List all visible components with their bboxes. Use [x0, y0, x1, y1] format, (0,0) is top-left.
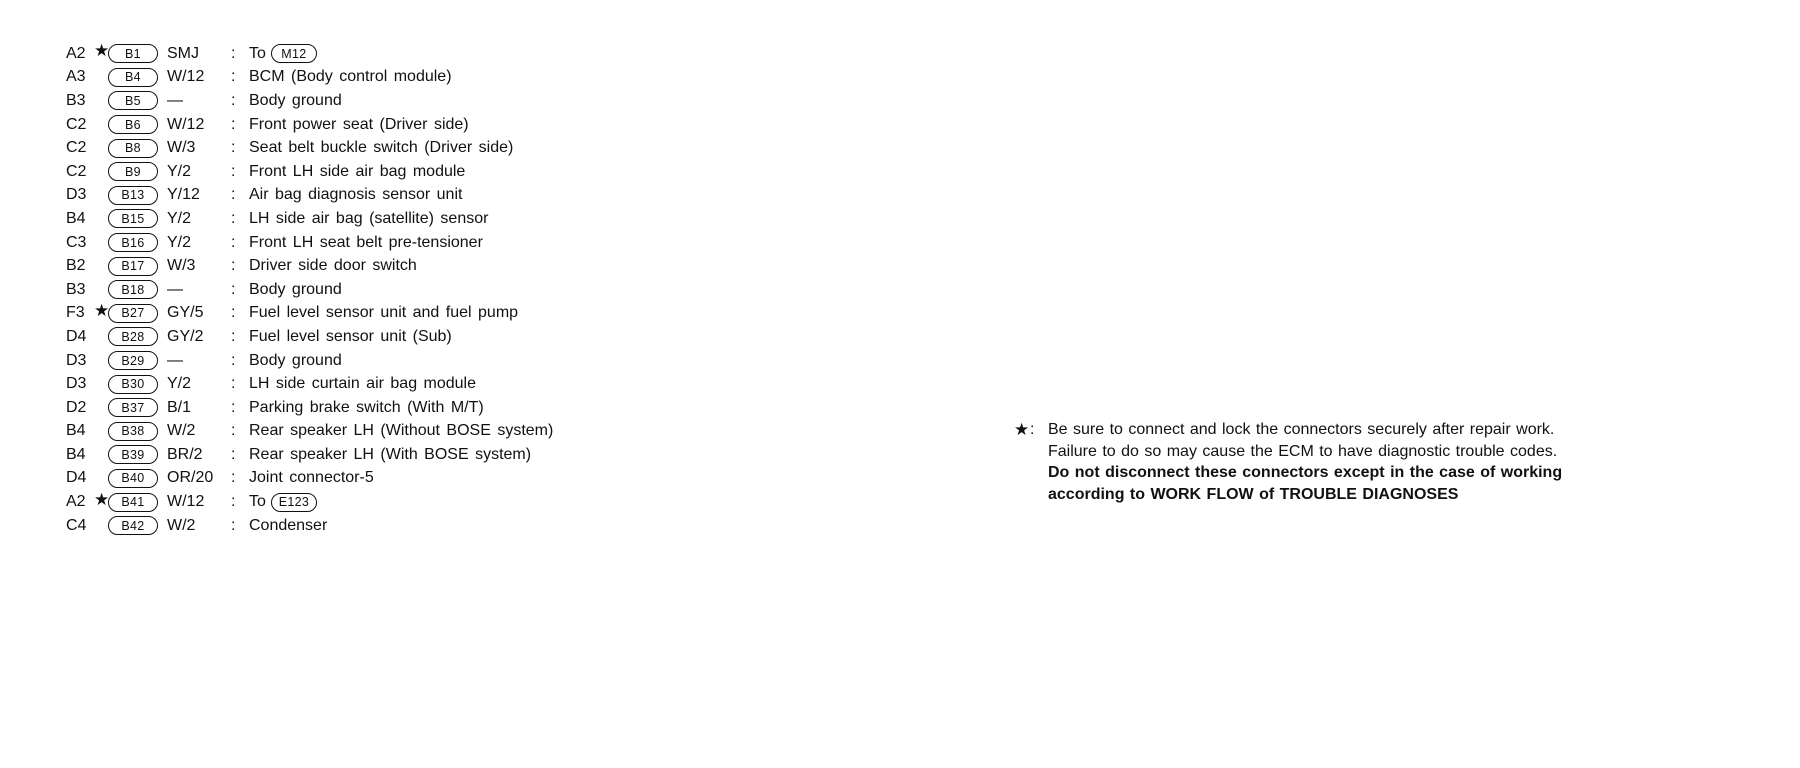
- connector-type: Y/2: [167, 375, 192, 393]
- grid-ref: A2: [66, 493, 86, 511]
- connector-code-badge: B42: [108, 516, 158, 535]
- connector-code-badge: B16: [108, 233, 158, 252]
- connector-code-badge: B5: [108, 91, 158, 110]
- grid-ref: B3: [66, 91, 86, 109]
- connector-description: [249, 68, 826, 86]
- grid-ref: C3: [66, 233, 87, 251]
- grid-ref: D4: [66, 327, 87, 345]
- connector-list: [66, 42, 826, 537]
- connector-description: [249, 281, 826, 299]
- description-text: LH side curtain air bag module: [249, 375, 477, 393]
- connector-type: GY/5: [167, 304, 204, 322]
- connector-type: W/3: [167, 139, 196, 157]
- description-text: Seat belt buckle switch (Driver side): [249, 139, 514, 157]
- connector-code-badge: B40: [108, 469, 158, 488]
- connector-type: W/12: [167, 115, 205, 133]
- star-icon: ★: [94, 489, 110, 509]
- connector-row: [66, 349, 826, 373]
- connector-type: BR/2: [167, 445, 203, 463]
- description-text: Rear speaker LH (Without BOSE system): [249, 422, 554, 440]
- separator: :: [231, 44, 236, 62]
- connector-row: [66, 467, 826, 491]
- connector-description: [249, 234, 826, 252]
- connector-row: [66, 278, 826, 302]
- separator: :: [231, 351, 236, 369]
- connector-description: [249, 469, 826, 487]
- connector-type: B/1: [167, 398, 192, 416]
- grid-ref: D2: [66, 398, 87, 416]
- separator: :: [231, 257, 236, 275]
- grid-ref: C2: [66, 139, 87, 157]
- grid-ref: C4: [66, 516, 87, 534]
- note-line-1: [1014, 419, 1794, 441]
- grid-ref: D4: [66, 469, 87, 487]
- description-text: LH side air bag (satellite) sensor: [249, 209, 489, 227]
- connector-row: [66, 160, 826, 184]
- connector-code-badge: B27: [108, 304, 158, 323]
- grid-ref: B4: [66, 445, 86, 463]
- connector-type: W/2: [167, 516, 196, 534]
- description-text: Fuel level sensor unit and fuel pump: [249, 304, 519, 322]
- description-text: Body ground: [249, 91, 342, 109]
- connector-row: [66, 443, 826, 467]
- separator: :: [231, 139, 236, 157]
- connector-type: W/3: [167, 257, 196, 275]
- separator: :: [231, 162, 236, 180]
- grid-ref: A3: [66, 68, 86, 86]
- note-line-2: [1014, 441, 1794, 463]
- note-text-4: according to WORK FLOW of TROUBLE DIAGNOSES: [1048, 485, 1459, 503]
- connector-description: [249, 517, 826, 535]
- target-connector-badge: E123: [271, 493, 317, 512]
- note-text-2: Failure to do so may cause the ECM to have diagnostic trouble codes.: [1048, 442, 1558, 460]
- connector-type: Y/2: [167, 162, 192, 180]
- description-text: Driver side door switch: [249, 257, 417, 275]
- grid-ref: D3: [66, 351, 87, 369]
- connector-type: —: [167, 351, 183, 369]
- connector-description: [249, 210, 826, 228]
- note-colon: :: [1030, 421, 1035, 438]
- grid-ref: B2: [66, 257, 86, 275]
- grid-ref: C2: [66, 162, 87, 180]
- description-text: Front LH seat belt pre-tensioner: [249, 233, 483, 251]
- connector-description: [249, 328, 826, 346]
- description-text: BCM (Body control module): [249, 68, 452, 86]
- note-text-1: Be sure to connect and lock the connectors securely after repair work.: [1048, 421, 1555, 438]
- description-text: Front LH side air bag module: [249, 162, 466, 180]
- separator: :: [231, 280, 236, 298]
- connector-type: SMJ: [167, 44, 199, 62]
- connector-code-badge: B39: [108, 445, 158, 464]
- connector-code-badge: B6: [108, 115, 158, 134]
- connector-row: [66, 302, 826, 326]
- connector-code-badge: B29: [108, 351, 158, 370]
- description-text: Joint connector-5: [249, 469, 374, 487]
- grid-ref: D3: [66, 186, 87, 204]
- star-note: [1014, 419, 1794, 505]
- star-icon: ★: [1014, 420, 1030, 439]
- connector-row: [66, 113, 826, 137]
- description-text: To: [249, 44, 266, 62]
- connector-type: Y/2: [167, 209, 192, 227]
- star-icon: ★: [94, 300, 110, 320]
- connector-code-badge: B37: [108, 398, 158, 417]
- connector-code-badge: B38: [108, 422, 158, 441]
- connector-code-badge: B15: [108, 209, 158, 228]
- connector-row: [66, 254, 826, 278]
- connector-description: [249, 92, 826, 110]
- connector-row: [66, 66, 826, 90]
- separator: :: [231, 68, 236, 86]
- grid-ref: B4: [66, 209, 86, 227]
- connector-code-badge: B13: [108, 186, 158, 205]
- connector-description: [249, 304, 826, 322]
- separator: :: [231, 516, 236, 534]
- connector-row: [66, 514, 826, 538]
- separator: :: [231, 327, 236, 345]
- grid-ref: C2: [66, 115, 87, 133]
- description-text: To: [249, 493, 266, 511]
- description-text: Body ground: [249, 351, 342, 369]
- connector-row: [66, 184, 826, 208]
- separator: :: [231, 209, 236, 227]
- connector-code-badge: B18: [108, 280, 158, 299]
- connector-row: [66, 490, 826, 514]
- connector-description: [249, 186, 826, 204]
- connector-type: —: [167, 91, 183, 109]
- description-text: Rear speaker LH (With BOSE system): [249, 445, 532, 463]
- connector-row: [66, 372, 826, 396]
- connector-row: [66, 420, 826, 444]
- note-line-4: [1014, 484, 1794, 506]
- connector-type: GY/2: [167, 327, 204, 345]
- connector-type: W/12: [167, 68, 205, 86]
- connector-row: [66, 396, 826, 420]
- connector-code-badge: B8: [108, 139, 158, 158]
- connector-type: —: [167, 280, 183, 298]
- grid-ref: B3: [66, 280, 86, 298]
- connector-row: [66, 325, 826, 349]
- connector-description: [249, 257, 826, 275]
- connector-row: [66, 42, 826, 66]
- connector-description: [249, 399, 826, 417]
- separator: :: [231, 398, 236, 416]
- separator: :: [231, 493, 236, 511]
- connector-type: Y/2: [167, 233, 192, 251]
- connector-description: [249, 44, 826, 63]
- connector-code-badge: B41: [108, 493, 158, 512]
- connector-code-badge: B4: [108, 68, 158, 87]
- connector-code-badge: B1: [108, 44, 158, 63]
- connector-description: [249, 116, 826, 134]
- connector-code-badge: B17: [108, 257, 158, 276]
- connector-type: W/2: [167, 422, 196, 440]
- note-text-3: Do not disconnect these connectors except in the case of working: [1048, 464, 1563, 481]
- grid-ref: D3: [66, 375, 87, 393]
- star-icon: ★: [94, 41, 110, 61]
- connector-description: [249, 493, 826, 512]
- connector-description: [249, 375, 826, 393]
- note-line-3: [1014, 462, 1794, 484]
- grid-ref: F3: [66, 304, 85, 322]
- description-text: Body ground: [249, 280, 342, 298]
- description-text: Condenser: [249, 516, 328, 534]
- separator: :: [231, 469, 236, 487]
- connector-description: [249, 422, 826, 440]
- separator: :: [231, 304, 236, 322]
- separator: :: [231, 115, 236, 133]
- connector-row: [66, 89, 826, 113]
- description-text: Fuel level sensor unit (Sub): [249, 327, 452, 345]
- connector-description: [249, 163, 826, 181]
- connector-code-badge: B28: [108, 327, 158, 346]
- separator: :: [231, 445, 236, 463]
- connector-code-badge: B30: [108, 375, 158, 394]
- connector-description: [249, 352, 826, 370]
- connector-row: [66, 207, 826, 231]
- separator: :: [231, 186, 236, 204]
- grid-ref: B4: [66, 422, 86, 440]
- description-text: Parking brake switch (With M/T): [249, 398, 484, 416]
- separator: :: [231, 233, 236, 251]
- connector-code-badge: B9: [108, 162, 158, 181]
- connector-type: Y/12: [167, 186, 200, 204]
- target-connector-badge: M12: [271, 44, 317, 63]
- connector-type: W/12: [167, 493, 205, 511]
- connector-description: [249, 446, 826, 464]
- grid-ref: A2: [66, 44, 86, 62]
- connector-row: [66, 136, 826, 160]
- connector-description: [249, 139, 826, 157]
- separator: :: [231, 375, 236, 393]
- connector-type: OR/20: [167, 469, 214, 487]
- separator: :: [231, 422, 236, 440]
- separator: :: [231, 91, 236, 109]
- description-text: Air bag diagnosis sensor unit: [249, 186, 463, 204]
- connector-row: [66, 231, 826, 255]
- description-text: Front power seat (Driver side): [249, 115, 469, 133]
